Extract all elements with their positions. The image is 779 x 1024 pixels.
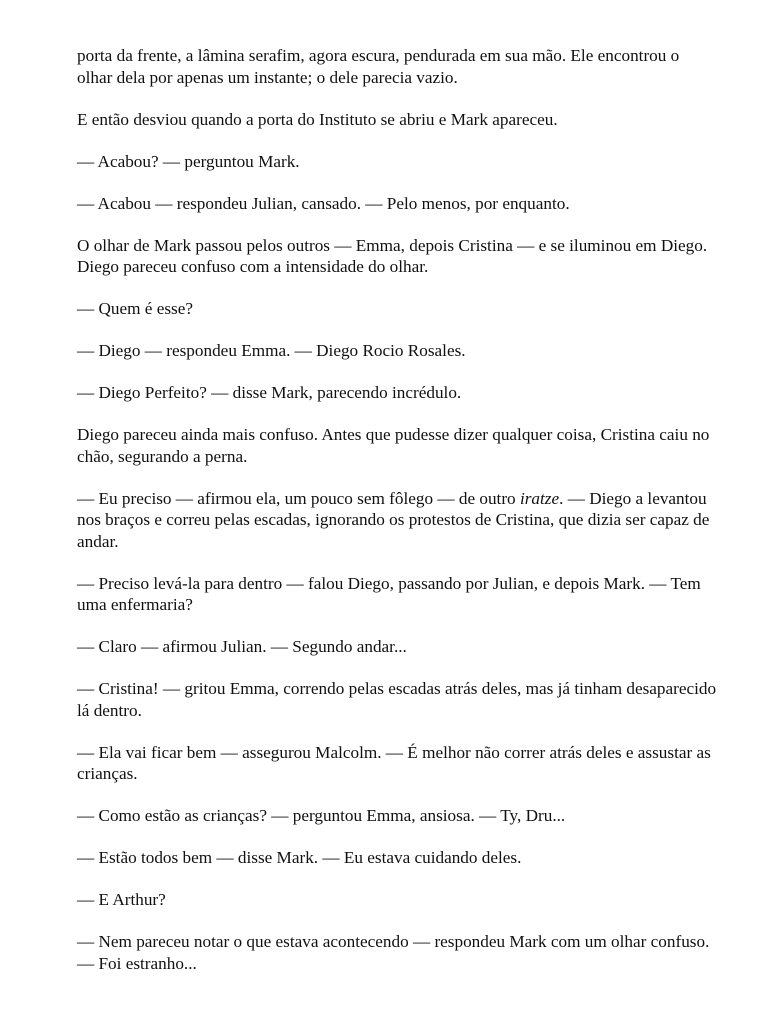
paragraph-text: porta da frente, a lâmina serafim, agora escura, pendurada em sua mão. Ele encontrou o olhar dela por apenas um instante; o dele parecia vazio.: [77, 46, 680, 87]
paragraph-text: O olhar de Mark passou pelos outros — Emma, depois Cristina — e se iluminou em Diego. Diego pareceu confuso com a intensidade do olhar.: [77, 235, 708, 276]
paragraph-13: [77, 678, 717, 721]
paragraph-text: — Eu preciso — afirmou ela, um pouco sem fôlego — de outro: [77, 488, 520, 508]
paragraph-text: — Diego Perfeito? — disse Mark, parecendo incrédulo.: [77, 383, 462, 402]
paragraph-6: [77, 298, 717, 320]
paragraph-text: . — Diego a levantou nos braços e correu pelas escadas, ignorando os protestos de Cristina, que dizia ser capaz de andar.: [77, 488, 710, 551]
paragraph-12: [77, 636, 717, 658]
paragraph-2: [77, 109, 717, 131]
paragraph-5: [77, 235, 717, 278]
paragraph-17: [77, 889, 717, 911]
paragraph-11: [77, 573, 717, 616]
paragraph-text: — Acabou? — perguntou Mark.: [77, 151, 300, 171]
paragraph-text: — Diego — respondeu Emma. — Diego Rocio Rosales.: [77, 341, 466, 360]
paragraph-7: [77, 340, 717, 362]
paragraph-text: — Acabou — respondeu Julian, cansado. — Pelo menos, por enquanto.: [77, 193, 570, 213]
paragraph-text: — Estão todos bem — disse Mark. — Eu estava cuidando deles.: [77, 848, 522, 867]
paragraph-text: — E Arthur?: [77, 890, 166, 909]
paragraph-18: [77, 931, 717, 974]
paragraph-text: E então desviou quando a porta do Instituto se abriu e Mark apareceu.: [77, 109, 558, 129]
paragraph-15: [77, 805, 717, 827]
paragraph-10: [77, 488, 717, 553]
paragraph-14: [77, 742, 717, 785]
paragraph-8: [77, 382, 717, 404]
book-page: [77, 45, 717, 995]
paragraph-text: — Ela vai ficar bem — assegurou Malcolm. — É melhor não correr atrás deles e assustar as crianças.: [77, 742, 711, 783]
paragraph-text: — Nem pareceu notar o que estava acontecendo — respondeu Mark com um olhar confuso. — Foi estranho...: [77, 932, 710, 973]
paragraph-1: [77, 45, 717, 88]
paragraph-text: — Como estão as crianças? — perguntou Emma, ansiosa. — Ty, Dru...: [77, 806, 566, 825]
italic-word: iratze: [519, 488, 560, 508]
paragraph-4: [77, 193, 717, 215]
paragraph-text: — Claro — afirmou Julian. — Segundo andar...: [77, 637, 407, 656]
paragraph-text: — Cristina! — gritou Emma, correndo pelas escadas atrás deles, mas já tinham desaparecido lá dentro.: [77, 679, 717, 720]
paragraph-text: — Preciso levá-la para dentro — falou Diego, passando por Julian, e depois Mark. — Tem uma enfermaria?: [77, 573, 701, 614]
paragraph-16: [77, 847, 717, 869]
paragraph-text: Diego pareceu ainda mais confuso. Antes que pudesse dizer qualquer coisa, Cristina caiu no chão, segurando a perna.: [77, 425, 710, 466]
paragraph-text: — Quem é esse?: [77, 299, 193, 318]
paragraph-3: [77, 151, 717, 173]
paragraph-9: [77, 424, 717, 467]
